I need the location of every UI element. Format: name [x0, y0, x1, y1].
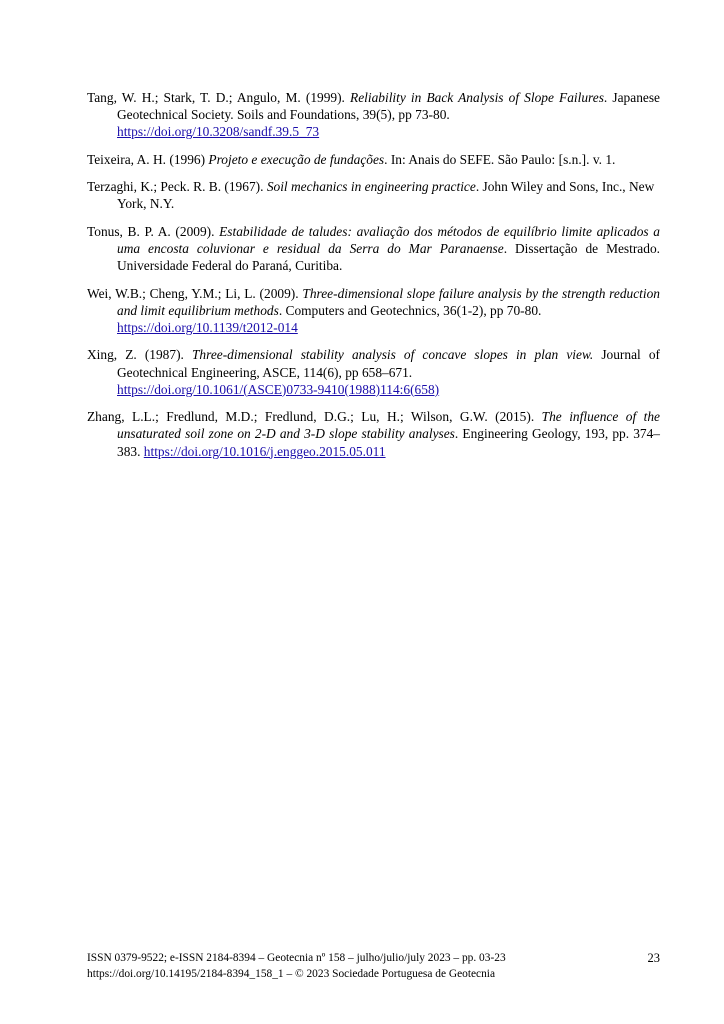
reference-title: Three-dimensional slope failure analysis by the strength reduction and limit equilibrium methods [117, 285, 660, 318]
reference-doi-link[interactable]: https://doi.org/10.3208/sandf.39.5_73 [117, 124, 320, 140]
reference-details: . John Wiley and Sons, Inc., New York, N.Y. [117, 179, 655, 212]
reference-authors: Zhang, L.L.; Fredlund, M.D.; Fredlund, D.G.; Lu, H.; Wilson, G.W. (2015). [87, 409, 542, 425]
reference-title: Projeto e execução de fundações [208, 151, 385, 167]
reference-item-wei [87, 285, 660, 337]
reference-details: . In: Anais do SEFE. São Paulo: [s.n.]. v. 1. [384, 151, 616, 167]
reference-item-zhang [87, 408, 660, 460]
reference-item-xing [87, 346, 660, 398]
reference-details: . Computers and Geotechnics, 36(1-2), pp 70-80. [278, 302, 542, 318]
reference-item-tang [87, 89, 660, 141]
reference-authors: Xing, Z. (1987). [87, 347, 192, 363]
page-number: 23 [647, 951, 660, 965]
reference-details: . Dissertação de Mestrado. Universidade Federal do Paraná, Curitiba. [117, 240, 660, 274]
footer-issn: ISSN 0379-9522; e-ISSN 2184-8394 – Geotecnia nº 158 – julho/julio/july 2023 – pp. 03-23 [87, 952, 506, 964]
reference-title: Three-dimensional stability analysis of concave slopes in plan view. [191, 347, 594, 363]
reference-doi-link[interactable]: https://doi.org/10.1016/j.enggeo.2015.05.011 [143, 443, 386, 459]
reference-item-teixeira [87, 151, 660, 168]
page-footer [87, 951, 660, 982]
reference-list [87, 89, 660, 470]
reference-details: . Engineering Geology, 193, pp. 374–383. [117, 426, 661, 459]
reference-authors: Teixeira, A. H. (1996) [87, 151, 209, 167]
reference-details: . Japanese Geotechnical Society. Soils and Foundations, 39(5), pp 73-80. [117, 90, 660, 123]
reference-title: Reliability in Back Analysis of Slope Failures [350, 90, 604, 105]
reference-title: Soil mechanics in engineering practice [266, 179, 476, 195]
reference-doi-link[interactable]: https://doi.org/10.1061/(ASCE)0733-9410(1988)114:6(658) [117, 381, 440, 397]
reference-title: The influence of the unsaturated soil zone on 2-D and 3-D slope stability analyses [117, 409, 660, 442]
reference-authors: Terzaghi, K.; Peck. R. B. (1967). [87, 179, 267, 195]
footer-doi-copyright: https://doi.org/10.14195/2184-8394_158_1 – © 2023 Sociedade Portuguesa de Geotecnia [87, 967, 496, 980]
reference-item-terzaghi [87, 178, 660, 212]
reference-details: Journal of Geotechnical Engineering, ASCE, 114(6), pp 658–671. [117, 347, 660, 380]
reference-authors: Tang, W. H.; Stark, T. D.; Angulo, M. (1999). [87, 90, 351, 105]
reference-authors: Wei, W.B.; Cheng, Y.M.; Li, L. (2009). [87, 285, 303, 301]
reference-doi-link[interactable]: https://doi.org/10.1139/t2012-014 [117, 319, 298, 335]
reference-item-tonus [87, 223, 660, 275]
reference-title: Estabilidade de taludes: avaliação dos métodos de equilíbrio limite aplicados a uma encosta coluvionar e residual da Serra do Mar Paranaense [117, 223, 660, 256]
reference-authors: Tonus, B. P. A. (2009). [87, 223, 220, 239]
